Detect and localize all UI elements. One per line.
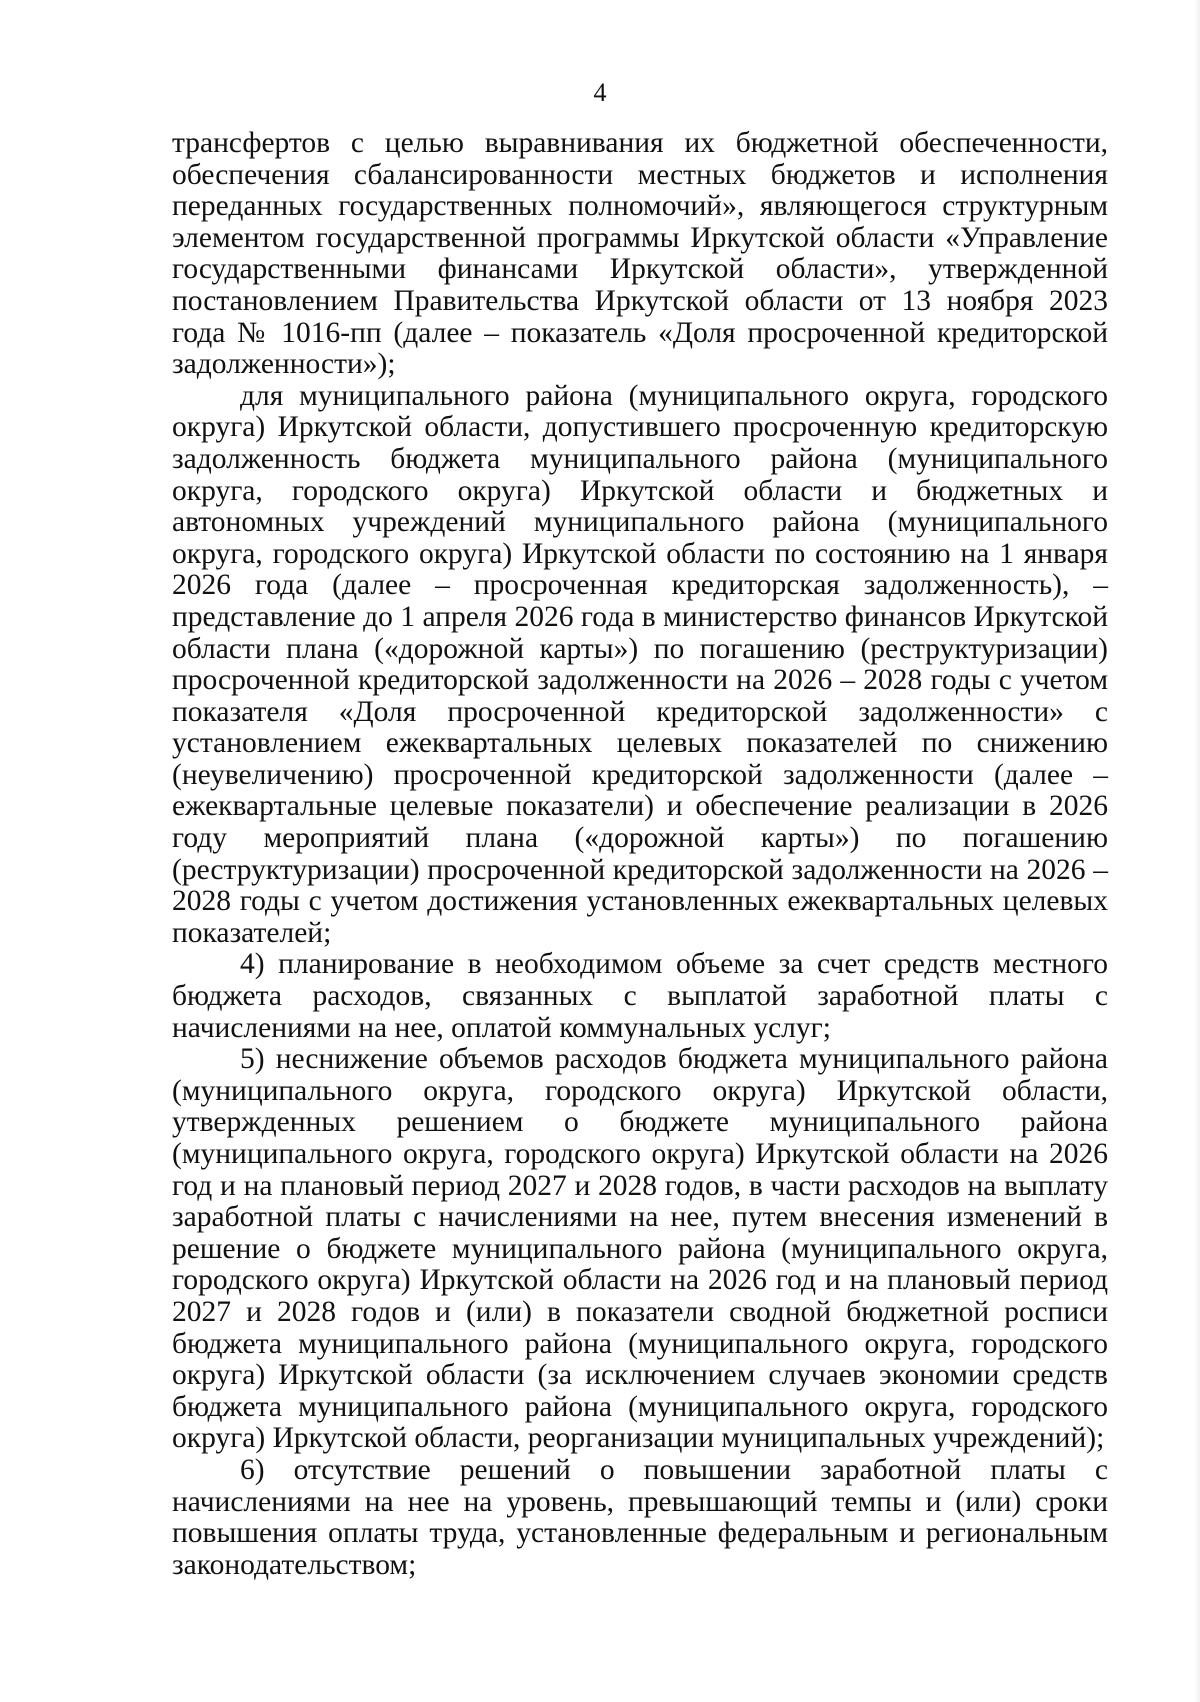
document-body	[172, 128, 1108, 1581]
paragraph-continuation: трансфертов с целью выравнивания их бюджетной обеспеченности, обеспечения сбалансированности местных бюджетов и исполнения переданных государственных полномочий», являющегося структурным элементом государственной программы Иркутской области «Управление государственными финансами Иркутской области», утвержденной постановлением Правительства Иркутской области от 13 ноября 2023 года № 1016-пп (далее – показатель «Доля просроченной кредиторской задолженности»);	[172, 127, 1108, 381]
paragraph-item-4: 4) планирование в необходимом объеме за счет средств местного бюджета расходов, связанных с выплатой заработной платы с начислениями на нее, оплатой коммунальных услуг;	[172, 948, 1108, 1044]
paragraph-item-6: 6) отсутствие решений о повышении заработной платы с начислениями на нее на уровень, превышающий темпы и (или) сроки повышения оплаты труда, установленные федеральным и региональным законодательством;	[172, 1453, 1108, 1581]
paragraph-overdue-debt-roadmap: для муниципального района (муниципального округа, городского округа) Иркутской области, допустившего просроченную кредиторскую задолженность бюджета муниципального района (муниципального округа, городского округа) Иркутской области и бюджетных и автономных учреждений муниципального района (муниципального округа, городского округа) Иркутской области по состоянию на 1 января 2026 года (далее – просроченная кредиторская задолженность), – представление до 1 апреля 2026 года в министерство финансов Иркутской области плана («дорожной карты») по погашению (реструктуризации) просроченной кредиторской задолженности на 2026 – 2028 годы с учетом показателя «Доля просроченной кредиторской задолженности» с установлением ежеквартальных целевых показателей по снижению (неувеличению) просроченной кредиторской задолженности (далее – ежеквартальные целевые показатели) и обеспечение реализации в 2026 году мероприятий плана («дорожной карты») по погашению (реструктуризации) просроченной кредиторской задолженности на 2026 – 2028 годы с учетом достижения установленных ежеквартальных целевых показателей;	[172, 379, 1108, 949]
paragraph-item-5: 5) неснижение объемов расходов бюджета муниципального района (муниципального округа, городского округа) Иркутской области, утвержденных решением о бюджете муниципального района (муниципального округа, городского округа) Иркутской области на 2026 год и на плановый период 2027 и 2028 годов, в части расходов на выплату заработной платы с начислениями на нее, путем внесения изменений в решение о бюджете муниципального района (муниципального округа, городского округа) Иркутской области на 2026 год и на плановый период 2027 и 2028 годов и (или) в показатели сводной бюджетной росписи бюджета муниципального района (муниципального округа, городского округа) Иркутской области (за исключением случаев экономии средств бюджета муниципального района (муниципального округа, городского округа) Иркутской области, реорганизации муниципальных учреждений);	[172, 1043, 1108, 1455]
scan-edge-shadow	[1194, 0, 1200, 1702]
page-number: 4	[593, 78, 607, 107]
